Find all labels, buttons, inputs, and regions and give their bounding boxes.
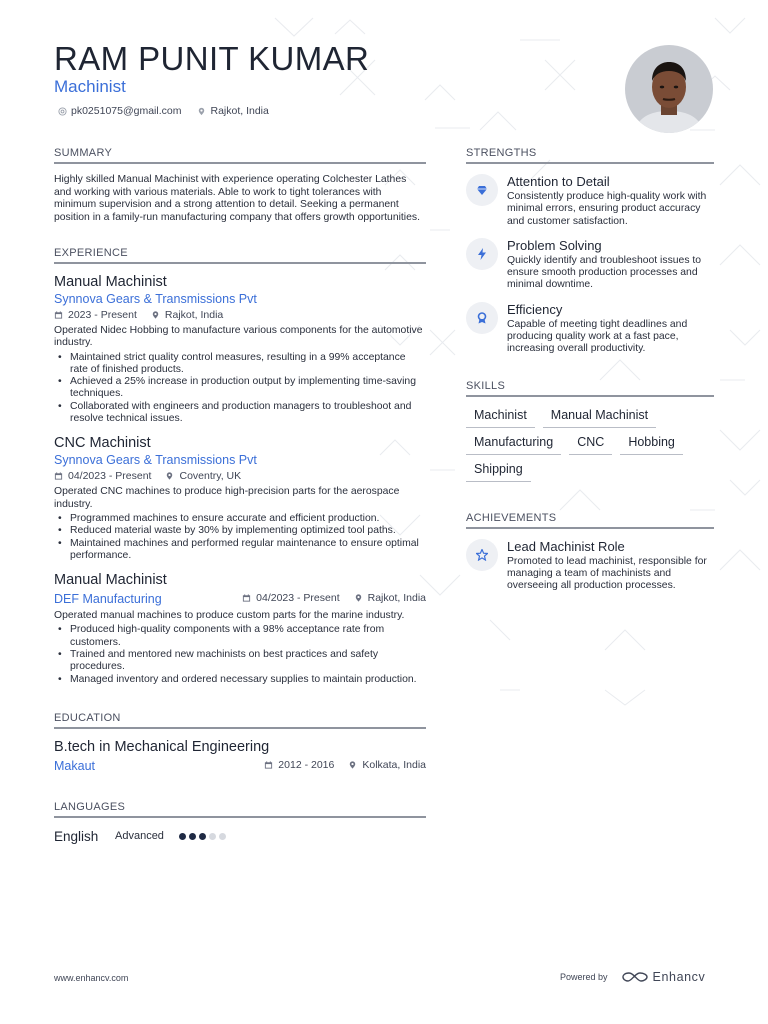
location-contact (197, 105, 268, 117)
footer-branding (560, 970, 705, 984)
strength-title: Attention to Detail (507, 174, 610, 189)
candidate-name: RAM PUNIT KUMAR (54, 40, 370, 77)
school-name[interactable]: Makaut (54, 758, 95, 773)
job-bullet: • Maintained strict quality control measures, resulting in a 99% acceptance rate of finished products. (54, 352, 426, 377)
job-bullet: • Achieved a 25% increase in production output by implementing time-saving techniques. (54, 376, 426, 401)
diamond-icon (466, 174, 498, 206)
skill-tag: Manufacturing (466, 432, 561, 455)
strength-item (466, 238, 714, 292)
job-description: Operated CNC machines to produce high-precision parts for the aerospace industry. (54, 486, 400, 510)
education-dates: 2012 - 2016 (278, 758, 335, 771)
strength-desc: Consistently produce high-quality work with minimal errors, ensuring product accuracy and customer satisfaction. (507, 191, 707, 227)
summary-section (54, 147, 426, 224)
contact-info (58, 105, 269, 117)
languages-section (54, 801, 426, 844)
job-title: Manual Machinist (54, 572, 167, 589)
achievement-title: Lead Machinist Role (507, 538, 625, 554)
job-bullet: • Trained and mentored new machinists on best practices and safety procedures. (54, 649, 426, 674)
calendar-icon (242, 593, 251, 603)
medal-icon (466, 302, 498, 334)
job-bullet: • Maintained machines and performed regular maintenance to ensure optimal performance. (54, 538, 426, 563)
calendar-icon (54, 310, 63, 320)
languages-heading: LANGUAGES (54, 801, 426, 818)
at-sign-icon (58, 107, 67, 116)
achievement-desc: Promoted to lead machinist, responsible for managing a team of machinists and overseeing all production processes. (507, 555, 707, 592)
skill-tag: CNC (569, 432, 612, 455)
job-description: Operated Nidec Hobbing to manufacture various components for the automotive industry. (54, 325, 423, 349)
summary-text: Highly skilled Manual Machinist with experience operating Colchester Lathes and working with various materials. Able to work to tight tolerances with minimum supervision and a strong attention to detail. Seeking a permanent position in a family-run manufacturing company that offers growth opportunities. (54, 174, 420, 223)
profile-photo (625, 45, 713, 133)
language-level: Advanced (115, 830, 164, 843)
job-dates: 04/2023 - Present (256, 592, 340, 605)
email-contact[interactable] (58, 105, 181, 117)
candidate-role: Machinist (54, 77, 126, 96)
job-location: Rajkot, India (367, 592, 426, 605)
company-name[interactable]: DEF Manufacturing (54, 592, 162, 607)
job-bullets (54, 352, 426, 426)
company-name[interactable]: Synnova Gears & Transmissions Pvt (54, 292, 257, 306)
strengths-heading: STRENGTHS (466, 147, 714, 164)
job-bullet: • Managed inventory and ordered necessary supplies to maintain production. (54, 674, 426, 686)
lightning-icon (466, 238, 498, 270)
footer-website[interactable]: www.enhancv.com (54, 973, 129, 983)
job-bullets (54, 513, 426, 562)
rating-dot (209, 833, 216, 840)
strength-desc: Quickly identify and troubleshoot issues to ensure smooth production processes and minimal downtime. (507, 254, 702, 291)
strength-desc: Capable of meeting tight deadlines and producing quality work at a fast pace, increasing overall productivity. (507, 318, 688, 355)
achievement-content (507, 539, 714, 593)
calendar-icon (54, 471, 63, 481)
left-column (54, 147, 426, 844)
location-pin-icon (151, 310, 160, 320)
right-column (466, 147, 714, 593)
brand-name: Enhancv (652, 970, 706, 984)
language-item (54, 829, 426, 844)
rating-dot (189, 833, 196, 840)
strength-item (466, 302, 714, 356)
skills-section (466, 380, 714, 482)
job-meta (54, 309, 426, 321)
education-meta (264, 759, 426, 771)
job-title: CNC Machinist (54, 435, 151, 452)
email-text: pk0251075@gmail.com (71, 105, 182, 117)
language-name: English (54, 828, 99, 844)
rating-dot (179, 833, 186, 840)
job-bullet: • Programmed machines to ensure accurate and efficient production. (54, 513, 426, 525)
rating-dot (219, 833, 226, 840)
experience-item (54, 435, 426, 562)
powered-by-label: Powered by (560, 972, 608, 982)
job-meta (242, 592, 426, 604)
job-location: Rajkot, India (164, 309, 224, 321)
experience-item (54, 572, 426, 686)
job-dates: 04/2023 - Present (68, 470, 152, 483)
job-meta (54, 470, 426, 482)
achievements-heading: ACHIEVEMENTS (466, 512, 714, 529)
strength-title: Problem Solving (507, 237, 602, 253)
location-text: Rajkot, India (210, 105, 269, 117)
rating-dot (199, 833, 206, 840)
job-location: Coventry, UK (179, 470, 242, 483)
job-bullet: • Collaborated with engineers and production managers to troubleshoot and resolve technical issues. (54, 401, 426, 426)
achievements-section (466, 512, 714, 593)
brand-logo[interactable] (622, 970, 706, 984)
job-bullet: • Produced high-quality components with a 98% acceptance rate from customers. (54, 624, 426, 649)
skill-tag: Shipping (466, 459, 531, 482)
strengths-section (466, 147, 714, 356)
school-row (54, 757, 426, 773)
strength-title: Efficiency (507, 301, 563, 317)
skill-tag: Hobbing (620, 432, 683, 455)
job-dates: 2023 - Present (68, 309, 137, 321)
job-bullets (54, 624, 426, 685)
skills-list (466, 405, 714, 482)
strength-content (507, 238, 714, 292)
company-name[interactable]: Synnova Gears & Transmissions Pvt (54, 453, 257, 468)
job-description: Operated manual machines to produce custom parts for the marine industry. (54, 610, 405, 622)
star-icon (466, 539, 498, 571)
education-section (54, 712, 426, 773)
experience-heading: EXPERIENCE (54, 247, 426, 264)
location-pin-icon (165, 471, 174, 481)
company-row (54, 590, 426, 606)
job-title: Manual Machinist (54, 274, 167, 290)
skills-heading: SKILLS (466, 380, 714, 397)
degree-title: B.tech in Mechanical Engineering (54, 738, 270, 755)
strength-content (507, 174, 714, 228)
location-pin-icon (348, 760, 357, 770)
education-location: Kolkata, India (362, 758, 426, 771)
experience-section (54, 247, 426, 686)
summary-heading: SUMMARY (54, 147, 426, 164)
strength-content (507, 302, 714, 356)
skill-tag: Machinist (466, 405, 535, 428)
location-pin-icon (197, 107, 206, 116)
experience-item (54, 274, 426, 425)
skill-tag: Manual Machinist (543, 405, 656, 428)
strength-item (466, 174, 714, 228)
achievement-item (466, 539, 714, 593)
language-rating (179, 833, 226, 840)
job-bullet: • Reduced material waste by 30% by implementing optimized tool paths. (54, 525, 426, 537)
calendar-icon (264, 760, 273, 770)
enhancv-logo-icon (622, 971, 648, 983)
education-heading: EDUCATION (54, 712, 426, 729)
location-pin-icon (354, 593, 363, 603)
